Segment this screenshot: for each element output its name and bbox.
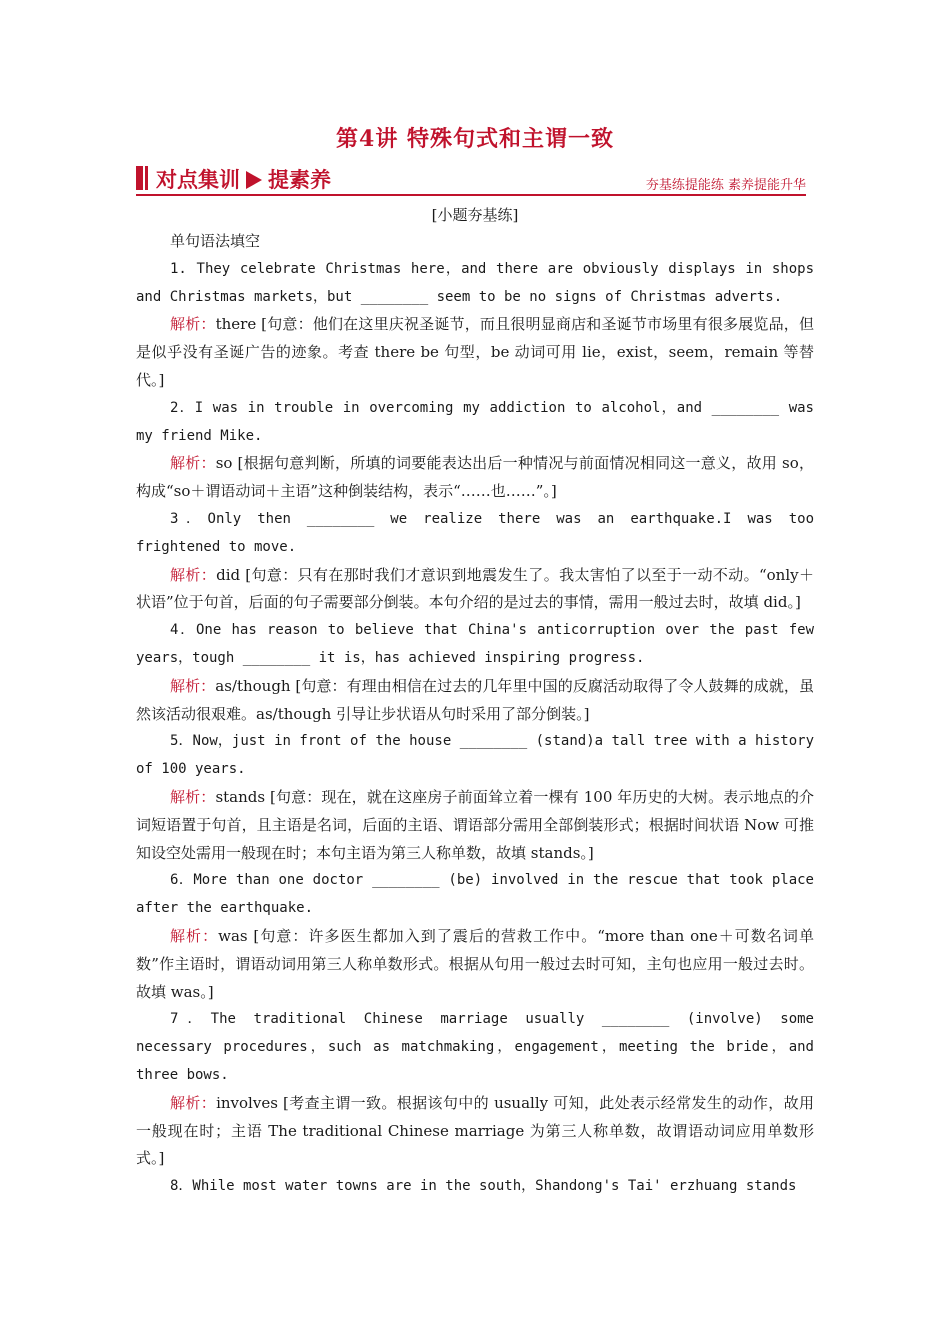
question-6: 6．More than one doctor ________ (be) involved in the rescue that took place after the earthquake. — [136, 872, 814, 917]
banner-left-b: 提素养 — [268, 168, 331, 192]
page-title: 第4讲 特殊句式和主谓一致 — [336, 126, 614, 152]
question-4: 4．One has reason to believe that China's anticorruption over the past few years，tough ________ it is，has achieved inspiring progress. — [136, 622, 814, 666]
question-7: 7．The traditional Chinese marriage usually ________ (involve) some necessary procedures，such as matchmaking，engagement，meeting the bride，and three bows. — [136, 1011, 814, 1083]
question-2: 2．I was in trouble in overcoming my addiction to alcohol，and ________ was my friend Mike. — [136, 399, 814, 444]
section-banner — [136, 164, 806, 196]
exercise-content — [136, 228, 814, 1201]
explain-label: 解析： — [170, 676, 216, 695]
explain-label: 解析： — [170, 565, 217, 584]
answer-4 — [136, 673, 814, 729]
explain-label: 解析： — [170, 315, 216, 334]
banner-left-text — [156, 164, 331, 194]
exercise-subtitle: 单句语法填空 — [170, 232, 261, 250]
question-8: 8．While most water towns are in the south，Shandong's Tai' erzhuang stands — [170, 1178, 797, 1195]
section-title: [小题夯基练] — [431, 206, 519, 224]
question-5: 5．Now，just in front of the house ________ (stand)a tall tree with a history of 100 years. — [136, 733, 814, 778]
explain-label: 解析： — [170, 926, 219, 945]
answer-2 — [136, 450, 814, 506]
explain-label: 解析： — [170, 1093, 217, 1112]
question-3: 3．Only then ________ we realize there was an earthquake.I was too frightened to move. — [136, 510, 814, 555]
banner-right-text: 夯基练提能练 素养提能升华 — [645, 178, 806, 193]
answer-7 — [136, 1090, 814, 1173]
banner-bar-mark — [136, 166, 143, 190]
answer-6-text: was [句意：许多医生都加入到了震后的营救工作中。“more than one＋可数名词单数”作主语时，谓语动词用第三人称单数形式。根据从句用一般过去时可知，主句也应用一般过去时。故填 was。] — [136, 926, 814, 1001]
explain-label: 解析： — [170, 787, 216, 806]
arrow-right-icon — [246, 171, 262, 189]
answer-3-text: did [句意：只有在那时我们才意识到地震发生了。我太害怕了以至于一动不动。“only＋状语”位于句首，后面的句子需要部分倒装。本句介绍的是过去的事情，需用一般过去时，故填 did。] — [136, 565, 814, 612]
answer-7-text: involves [考查主谓一致。根据该句中的 usually 可知，此处表示经常发生的动作，故用一般现在时；主语 The traditional Chinese marriage 为第三人称单数，故谓语动词应用单数形式。] — [136, 1093, 814, 1168]
explain-label: 解析： — [170, 454, 216, 473]
question-1: 1. They celebrate Christmas here，and there are obviously displays in shops and Christmas markets，but ________ seem to be no signs of Christmas adverts. — [136, 260, 814, 305]
answer-3 — [136, 562, 814, 618]
answer-6 — [136, 923, 814, 1006]
answer-5-text: stands [句意：现在，就在这座房子前面耸立着一棵有 100 年历史的大树。表示地点的介词短语置于句首，且主语是名词，后面的主语、谓语部分需用全部倒装形式；根据时间状语 Now 可推知设空处需用一般现在时；本句主语为第三人称单数，故填 stands。] — [136, 787, 814, 862]
answer-5 — [136, 784, 814, 867]
banner-left-a: 对点集训 — [156, 168, 240, 192]
banner-bar-mark-thin — [145, 166, 148, 190]
answer-2-text: so [根据句意判断，所填的词要能表达出后一种情况与前面情况相同这一意义，故用 so，构成“so＋谓语动词＋主语”这种倒装结构，表示“……也……”。] — [136, 454, 814, 501]
answer-1 — [136, 311, 814, 394]
answer-1-text: there [句意：他们在这里庆祝圣诞节，而且很明显商店和圣诞节市场里有很多展览品，但是似乎没有圣诞广告的迹象。考查 there be 句型，be 动词可用 lie，exist，seem，remain 等替代。] — [136, 315, 814, 389]
answer-4-text: as/though [句意：有理由相信在过去的几年里中国的反腐活动取得了令人鼓舞的成就，虽然该活动很艰难。as/though 引导让步状语从句时采用了部分倒装。] — [136, 676, 814, 723]
